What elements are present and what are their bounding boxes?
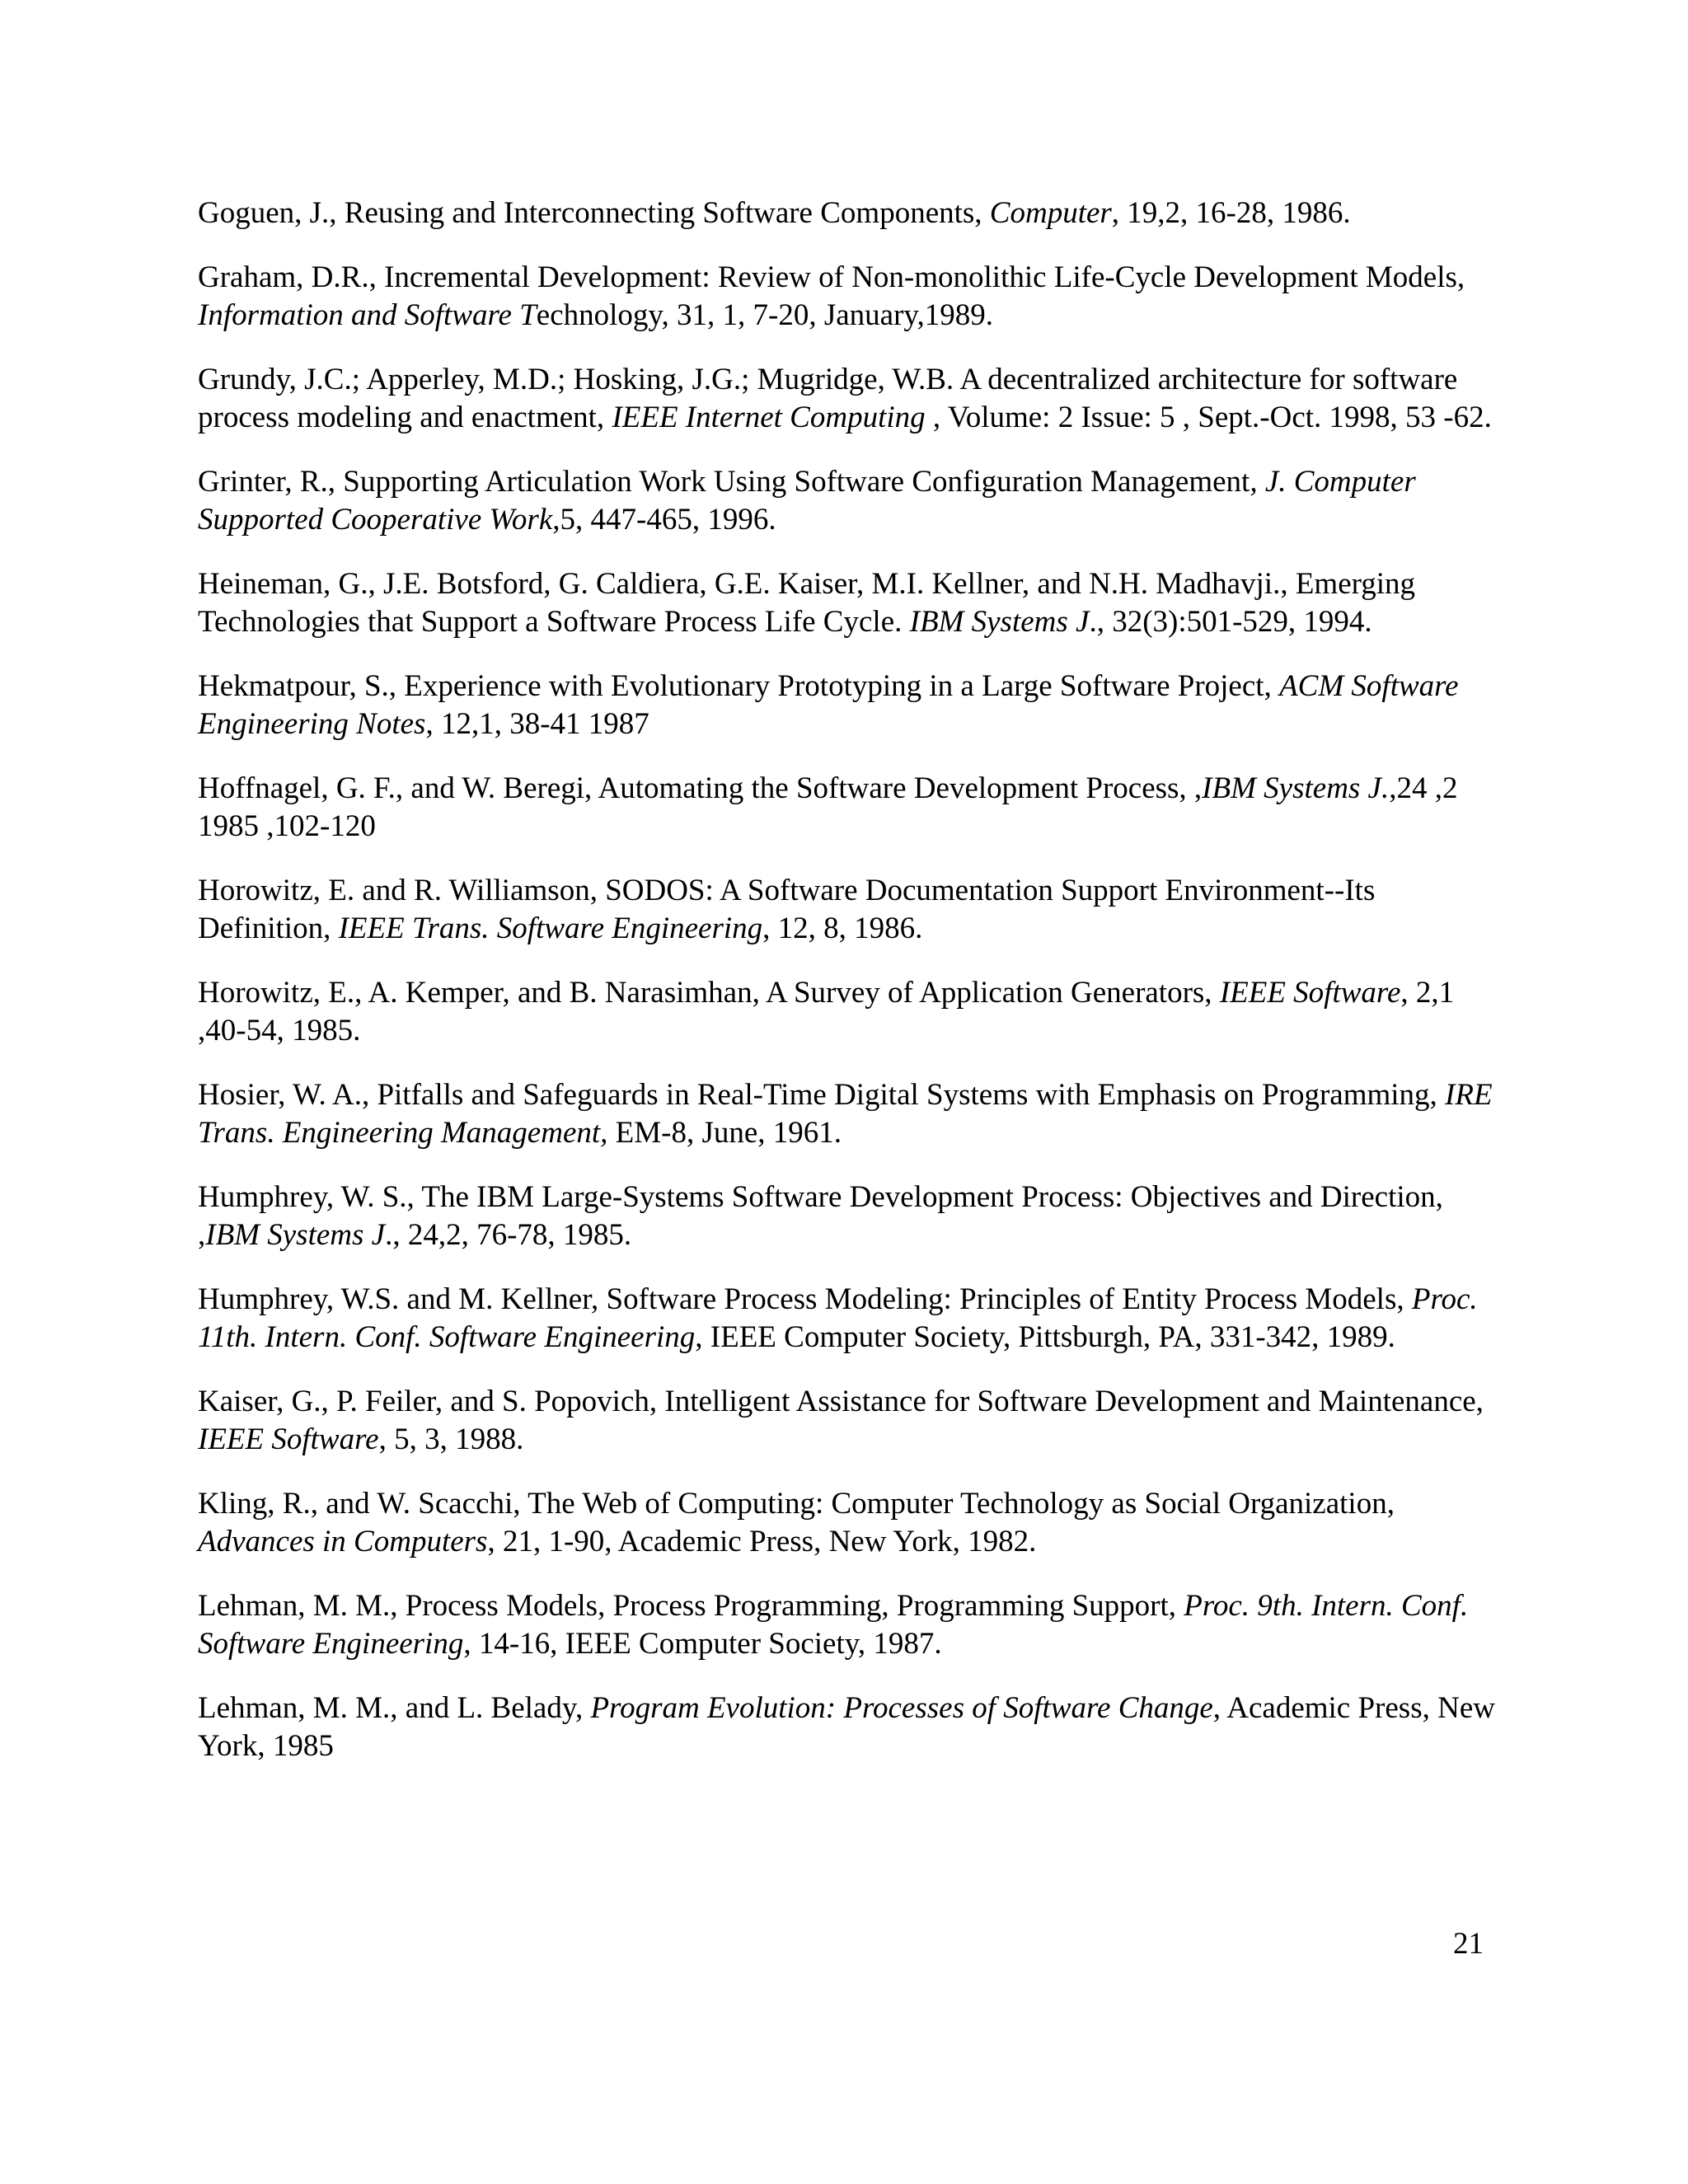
reference-entry (198, 974, 1500, 1050)
reference-text: Goguen, J., Reusing and Interconnecting Software Components, (198, 196, 990, 230)
reference-text: echnology, 31, 1, 7-20, January,1989. (536, 298, 994, 332)
reference-source-italic: IEEE Internet Computing (612, 401, 926, 434)
reference-entry (198, 668, 1500, 743)
page-number: 21 (1453, 1927, 1484, 1961)
reference-entry (198, 1281, 1500, 1357)
reference-text: Hekmatpour, S., Experience with Evolutionary Prototyping in a Large Software Project, (198, 669, 1280, 703)
reference-entry (198, 1076, 1500, 1152)
reference-text: ., 32(3):501-529, 1994. (1089, 605, 1372, 639)
reference-source-italic: IBM Systems J (909, 605, 1090, 639)
reference-text: Humphrey, W.S. and M. Kellner, Software Process Modeling: Principles of Entity Process Models, (198, 1282, 1412, 1316)
reference-text: Horowitz, E., A. Kemper, and B. Narasimhan, A Survey of Application Generators, (198, 976, 1220, 1010)
reference-entry (198, 1383, 1500, 1459)
reference-entry (198, 872, 1500, 948)
reference-text: Horowitz, E. and R. Williamson, SODOS: A Software Documentation Support Environment--Its Definition, (198, 874, 1376, 945)
reference-text: , 21, 1-90, Academic Press, New York, 1982. (487, 1525, 1037, 1558)
reference-entry (198, 1485, 1500, 1561)
reference-source-italic: Program Evolution: Processes of Software Change (590, 1691, 1213, 1725)
reference-source-italic: , J. Computer Supported Cooperative Work (198, 465, 1416, 537)
reference-entry (198, 770, 1500, 846)
reference-source-italic: IEEE Software (1219, 976, 1401, 1010)
reference-source-italic: IBM Systems J (205, 1218, 386, 1252)
reference-text: EM-8, June, 1961. (607, 1116, 842, 1150)
reference-text: , 2,1 ,40-54, 1985. (198, 976, 1455, 1047)
reference-text: Humphrey, W. S., The IBM Large-Systems Software Development Process: Objectives and Direction, , (198, 1180, 1443, 1252)
reference-entry (198, 565, 1500, 641)
reference-text: Hosier, W. A., Pitfalls and Safeguards in Real-Time Digital Systems with Emphasis on Programming, (198, 1078, 1446, 1112)
reference-entry (198, 1690, 1500, 1765)
reference-text: Lehman, M. M., and L. Belady, (198, 1691, 591, 1725)
reference-text: , IEEE Computer Society, Pittsburgh, PA, 331-342, 1989. (695, 1320, 1395, 1354)
reference-text: Kaiser, G., P. Feiler, and S. Popovich, Intelligent Assistance for Software Development and Maintenance, (198, 1385, 1484, 1418)
reference-source-italic: Advances in Computers (198, 1525, 488, 1558)
reference-text: , 12,1, 38-41 1987 (425, 707, 649, 741)
reference-text: Lehman, M. M., Process Models, Process Programming, Programming Support, (198, 1589, 1184, 1623)
reference-source-italic: Proc. 9th. Intern. Conf. Software Engineering (198, 1589, 1469, 1661)
reference-source-italic: IEEE Software (198, 1422, 379, 1456)
reference-text: , Volume: 2 Issue: 5 , Sept.-Oct. 1998, 53 -62. (925, 401, 1492, 434)
reference-text: , Academic Press, New York, 1985 (198, 1691, 1495, 1763)
reference-source-italic: IBM Systems J. (1202, 771, 1390, 805)
reference-entry (198, 1179, 1500, 1254)
reference-text: , 12, 8, 1986. (762, 912, 923, 945)
reference-source-italic: ACM Software Engineering Notes (198, 669, 1459, 741)
reference-entry (198, 259, 1500, 335)
reference-entry (198, 463, 1500, 539)
reference-text: Kling, R., and W. Scacchi, The Web of Computing: Computer Technology as Social Organization, (198, 1487, 1395, 1521)
reference-text: ,24 ,2 1985 ,102-120 (198, 771, 1458, 843)
reference-source-italic: Computer (989, 196, 1112, 230)
reference-list (198, 194, 1500, 1792)
reference-text: , 14-16, IEEE Computer Society, 1987. (463, 1627, 942, 1661)
reference-text: Grundy, J.C.; Apperley, M.D.; Hosking, J.G.; Mugridge, W.B. A decentralized architecture for software process modeling and enactment, (198, 363, 1458, 434)
reference-text: Graham, D.R., Incremental Development: Review of Non-monolithic Life-Cycle Development Models, (198, 260, 1465, 294)
reference-text: Heineman, G., J.E. Botsford, G. Caldiera, G.E. Kaiser, M.I. Kellner, and N.H. Madhavji., Emerging Technologies that Support a Software Process Life Cycle. (198, 567, 1416, 639)
reference-entry (198, 194, 1500, 232)
reference-entry (198, 1587, 1500, 1663)
reference-text: Grinter, R., Supporting Articulation Work Using Software Configuration Management (198, 465, 1250, 499)
reference-source-italic: Proc. 11th. Intern. Conf. Software Engineering (198, 1282, 1478, 1354)
reference-source-italic: IEEE Trans. Software Engineering (338, 912, 763, 945)
reference-text: ,5, 447-465, 1996. (552, 503, 776, 537)
reference-source-italic: Information and Software T (198, 298, 537, 332)
reference-text: Hoffnagel, G. F., and W. Beregi, Automating the Software Development Process, , (198, 771, 1203, 805)
reference-entry (198, 361, 1500, 437)
reference-text: ., 24,2, 76-78, 1985. (385, 1218, 632, 1252)
reference-text: , 19,2, 16-28, 1986. (1111, 196, 1351, 230)
reference-text: , 5, 3, 1988. (378, 1422, 524, 1456)
reference-source-italic: IRE Trans. Engineering Management, (198, 1078, 1493, 1150)
